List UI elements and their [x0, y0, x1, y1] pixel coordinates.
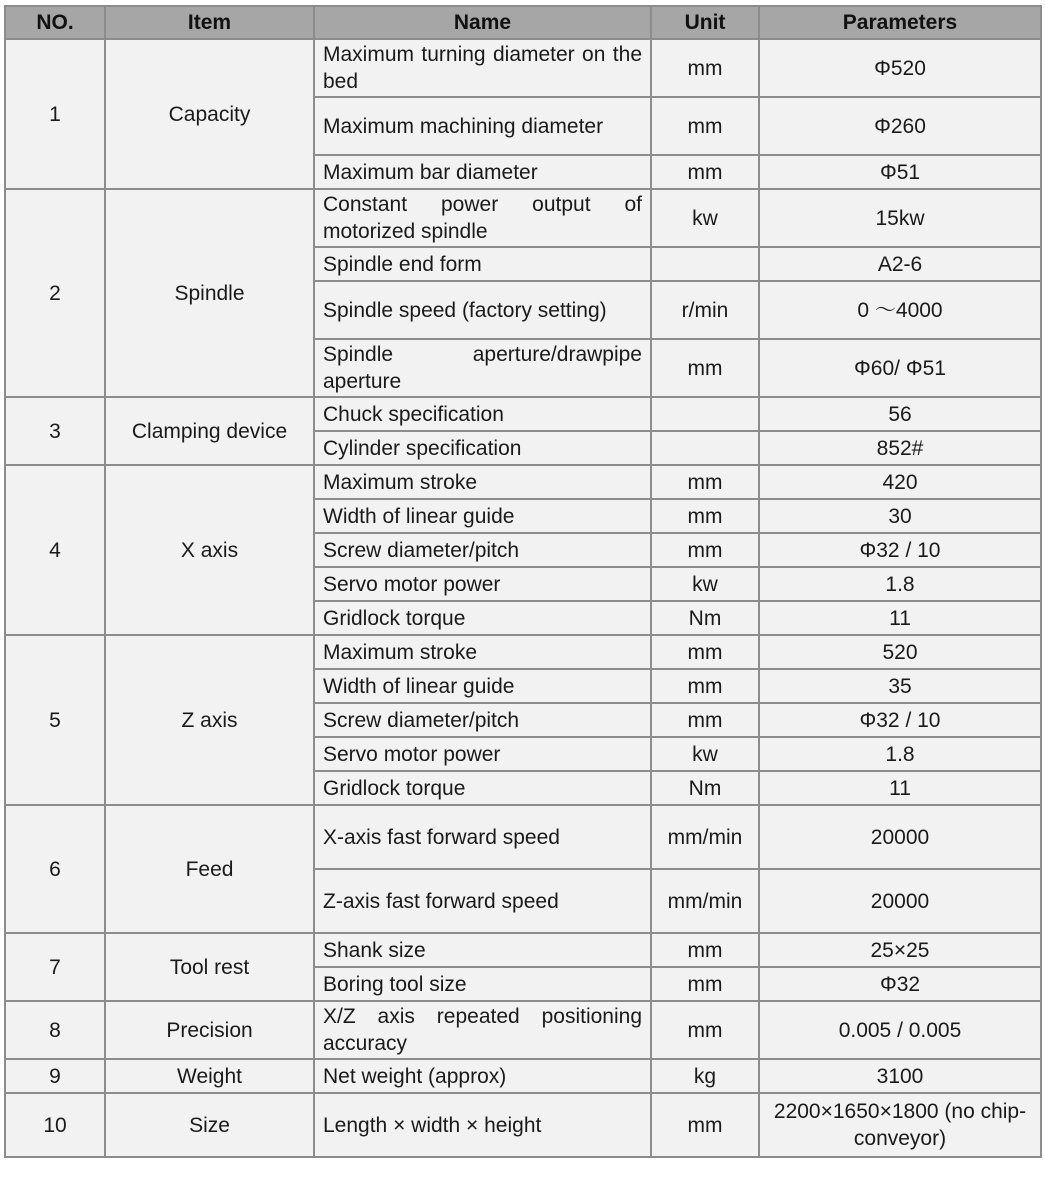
group-item: Z axis [105, 635, 314, 805]
row-param: 852# [759, 431, 1041, 465]
row-name: Gridlock torque [314, 601, 651, 635]
row-param: 3100 [759, 1059, 1041, 1093]
row-name: Spindle speed (factory setting) [314, 281, 651, 339]
table-row [5, 805, 1041, 869]
group-no: 4 [5, 465, 105, 635]
row-unit: kg [651, 1059, 759, 1093]
row-param: 11 [759, 601, 1041, 635]
row-unit: mm/min [651, 805, 759, 869]
row-name: Cylinder specification [314, 431, 651, 465]
row-name: Gridlock torque [314, 771, 651, 805]
row-name: Shank size [314, 933, 651, 967]
group-no: 1 [5, 39, 105, 189]
row-unit: kw [651, 737, 759, 771]
row-param: 35 [759, 669, 1041, 703]
group-item: Tool rest [105, 933, 314, 1001]
group-item: Capacity [105, 39, 314, 189]
row-name: Screw diameter/pitch [314, 703, 651, 737]
group-no: 2 [5, 189, 105, 397]
row-name: Length × width × height [314, 1093, 651, 1157]
group-item: Feed [105, 805, 314, 933]
group-no: 6 [5, 805, 105, 933]
row-name: Chuck specification [314, 397, 651, 431]
row-unit: mm [651, 465, 759, 499]
row-param: 1.8 [759, 737, 1041, 771]
row-param: 0 ～4000 [759, 281, 1041, 339]
group-no: 10 [5, 1093, 105, 1157]
row-name: X/Z axis repeated positioning accuracy [314, 1001, 651, 1059]
group-item: Precision [105, 1001, 314, 1059]
row-param: 20000 [759, 869, 1041, 933]
spec-table [4, 5, 1042, 1158]
row-param: 520 [759, 635, 1041, 669]
row-param: 11 [759, 771, 1041, 805]
row-param: 20000 [759, 805, 1041, 869]
row-unit: mm [651, 97, 759, 155]
row-name: Width of linear guide [314, 669, 651, 703]
row-param: Φ32 / 10 [759, 703, 1041, 737]
row-param: Φ60/ Φ51 [759, 339, 1041, 397]
header-parameters: Parameters [759, 6, 1041, 39]
table-row [5, 1059, 1041, 1093]
row-unit: mm [651, 1001, 759, 1059]
row-name: Maximum turning diameter on the bed [314, 39, 651, 97]
group-no: 8 [5, 1001, 105, 1059]
row-param: Φ32 / 10 [759, 533, 1041, 567]
row-unit: mm/min [651, 869, 759, 933]
row-param: 2200×1650×1800 (no chip-conveyor) [759, 1093, 1041, 1157]
row-name: Maximum machining diameter [314, 97, 651, 155]
row-param: Φ520 [759, 39, 1041, 97]
row-unit [651, 431, 759, 465]
row-unit: kw [651, 567, 759, 601]
table-row [5, 39, 1041, 97]
row-unit: mm [651, 155, 759, 189]
row-name: Net weight (approx) [314, 1059, 651, 1093]
row-unit: mm [651, 967, 759, 1001]
row-name: Maximum stroke [314, 465, 651, 499]
row-param: 420 [759, 465, 1041, 499]
row-param: 25×25 [759, 933, 1041, 967]
row-param: 30 [759, 499, 1041, 533]
row-unit: Nm [651, 601, 759, 635]
row-name: Screw diameter/pitch [314, 533, 651, 567]
row-unit: mm [651, 499, 759, 533]
group-item: Spindle [105, 189, 314, 397]
row-unit: mm [651, 533, 759, 567]
row-unit [651, 247, 759, 281]
header-no: NO. [5, 6, 105, 39]
group-item: Weight [105, 1059, 314, 1093]
row-unit: mm [651, 39, 759, 97]
table-row [5, 397, 1041, 431]
header-row [5, 6, 1041, 39]
row-unit: r/min [651, 281, 759, 339]
row-name: Servo motor power [314, 567, 651, 601]
row-unit: mm [651, 703, 759, 737]
group-no: 7 [5, 933, 105, 1001]
group-no: 3 [5, 397, 105, 465]
row-name: Z-axis fast forward speed [314, 869, 651, 933]
row-unit: mm [651, 339, 759, 397]
row-name: X-axis fast forward speed [314, 805, 651, 869]
row-param: 56 [759, 397, 1041, 431]
group-item: Clamping device [105, 397, 314, 465]
table-row [5, 1093, 1041, 1157]
row-param: 1.8 [759, 567, 1041, 601]
table-row [5, 635, 1041, 669]
row-name: Servo motor power [314, 737, 651, 771]
row-param: A2-6 [759, 247, 1041, 281]
row-unit: mm [651, 933, 759, 967]
row-unit: kw [651, 189, 759, 247]
row-unit: Nm [651, 771, 759, 805]
table-row [5, 933, 1041, 967]
group-item: X axis [105, 465, 314, 635]
header-item: Item [105, 6, 314, 39]
row-name: Constant power output of motorized spindle [314, 189, 651, 247]
group-item: Size [105, 1093, 314, 1157]
row-unit: mm [651, 669, 759, 703]
header-name: Name [314, 6, 651, 39]
row-name: Boring tool size [314, 967, 651, 1001]
row-name: Spindle end form [314, 247, 651, 281]
header-unit: Unit [651, 6, 759, 39]
row-unit [651, 397, 759, 431]
row-param: Φ260 [759, 97, 1041, 155]
row-name: Width of linear guide [314, 499, 651, 533]
group-no: 9 [5, 1059, 105, 1093]
row-param: 15kw [759, 189, 1041, 247]
row-unit: mm [651, 635, 759, 669]
row-param: Φ32 [759, 967, 1041, 1001]
table-row [5, 189, 1041, 247]
row-param: Φ51 [759, 155, 1041, 189]
row-param: 0.005 / 0.005 [759, 1001, 1041, 1059]
row-name: Spindle aperture/drawpipe aperture [314, 339, 651, 397]
row-unit: mm [651, 1093, 759, 1157]
group-no: 5 [5, 635, 105, 805]
row-name: Maximum bar diameter [314, 155, 651, 189]
table-row [5, 1001, 1041, 1059]
row-name: Maximum stroke [314, 635, 651, 669]
table-row [5, 465, 1041, 499]
